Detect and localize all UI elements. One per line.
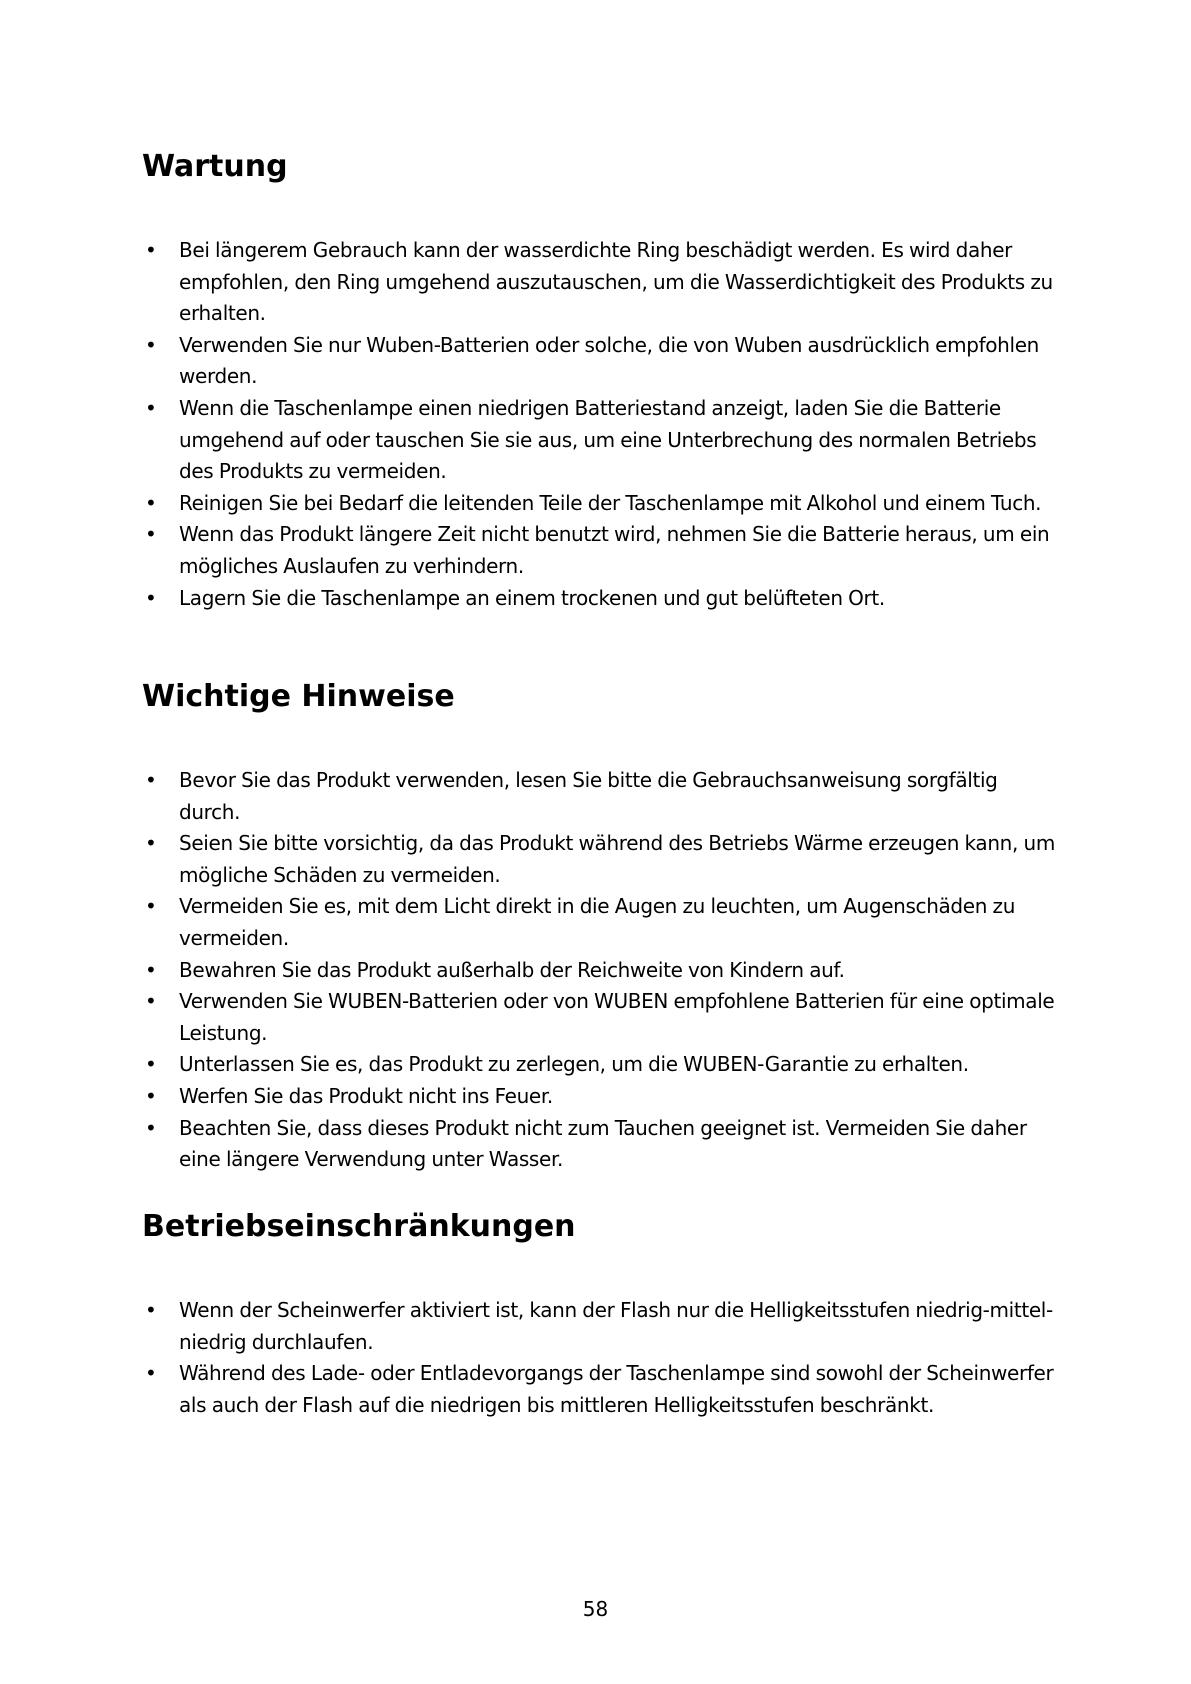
bullet-list-betriebseinschraenkungen	[142, 1295, 1062, 1421]
list-item	[142, 330, 1062, 393]
list-item	[142, 1081, 1062, 1113]
bullet-icon: •	[145, 1298, 157, 1322]
bullet-icon: •	[145, 989, 157, 1014]
list-item	[142, 828, 1062, 891]
bullet-icon: •	[145, 1052, 157, 1077]
list-item-text: Seien Sie bitte vorsichtig, da das Produkt während des Betriebs Wärme erzeugen kann, um mögliche Schäden zu vermeiden.	[179, 831, 1055, 887]
list-item	[142, 986, 1062, 1049]
list-item-text: Unterlassen Sie es, das Produkt zu zerlegen, um die WUBEN-Garantie zu erhalten.	[179, 1052, 969, 1077]
list-item-text: Während des Lade- oder Entladevorgangs der Taschenlampe sind sowohl der Scheinwerfer als auch der Flash auf die niedrigen bis mittleren Helligkeitsstufen beschränkt.	[179, 1361, 1054, 1417]
section-heading-wartung: Wartung	[142, 149, 288, 184]
list-item	[142, 891, 1062, 954]
bullet-icon: •	[145, 522, 157, 547]
list-item-text: Bewahren Sie das Produkt außerhalb der Reichweite von Kindern auf.	[179, 957, 845, 982]
list-item-text: Wenn die Taschenlampe einen niedrigen Batteriestand anzeigt, laden Sie die Batterie umgehend auf oder tauschen Sie sie aus, um eine Unterbrechung des normalen Betriebs des Produkts zu vermeiden.	[179, 395, 1037, 484]
list-item-text: Verwenden Sie nur Wuben-Batterien oder solche, die von Wuben ausdrücklich empfohlen werden.	[179, 332, 1039, 389]
bullet-icon: •	[145, 1083, 157, 1108]
list-item	[142, 1113, 1062, 1176]
bullet-icon: •	[145, 585, 157, 610]
list-item-text: Werfen Sie das Produkt nicht ins Feuer.	[179, 1083, 553, 1108]
bullet-icon: •	[145, 395, 157, 420]
list-item	[142, 1358, 1062, 1421]
list-item	[142, 519, 1062, 582]
section-heading-wichtige-hinweise: Wichtige Hinweise	[142, 679, 455, 714]
bullet-icon: •	[145, 1361, 157, 1386]
bullet-icon: •	[145, 957, 157, 982]
bullet-icon: •	[145, 831, 157, 856]
list-item-text: Lagern Sie die Taschenlampe an einem trockenen und gut belüfteten Ort.	[179, 585, 885, 610]
list-item-text: Verwenden Sie WUBEN-Batterien oder von WUBEN empfohlene Batterien für eine optimale Leistung.	[179, 989, 1055, 1045]
list-item-text: Bevor Sie das Produkt verwenden, lesen Sie bitte die Gebrauchsanweisung sorgfältig durch.	[179, 768, 998, 824]
list-item-text: Reinigen Sie bei Bedarf die leitenden Teile der Taschenlampe mit Alkohol und einem Tuch.	[179, 490, 1042, 515]
section-wartung	[142, 147, 1062, 610]
bullet-icon: •	[145, 1115, 157, 1140]
list-item	[142, 235, 1062, 330]
list-item-text: Vermeiden Sie es, mit dem Licht direkt in die Augen zu leuchten, um Augenschäden zu vermeiden.	[179, 894, 1016, 950]
bullet-list-wartung	[142, 235, 1062, 614]
bullet-icon: •	[145, 768, 157, 792]
list-item	[142, 488, 1062, 520]
list-item	[142, 583, 1062, 615]
section-heading-betriebseinschraenkungen: Betriebseinschränkungen	[142, 1209, 576, 1244]
section-wichtige-hinweise	[142, 677, 1062, 1172]
list-item-text: Beachten Sie, dass dieses Produkt nicht zum Tauchen geeignet ist. Vermeiden Sie daher eine längere Verwendung unter Wasser.	[179, 1115, 1027, 1172]
bullet-icon: •	[145, 490, 157, 515]
list-item-text: Wenn der Scheinwerfer aktiviert ist, kann der Flash nur die Helligkeitsstufen niedrig-mittel-niedrig durchlaufen.	[179, 1298, 1053, 1354]
list-item-text: Bei längerem Gebrauch kann der wasserdichte Ring beschädigt werden. Es wird daher empfohlen, den Ring umgehend auszutauschen, um die Wasserdichtigkeit des Produkts zu erhalten.	[179, 238, 1053, 326]
bullet-icon: •	[145, 238, 157, 262]
bullet-icon: •	[145, 332, 157, 357]
list-item	[142, 393, 1062, 488]
page-number: 58	[582, 1597, 609, 1621]
list-item	[142, 765, 1062, 828]
list-item-text: Wenn das Produkt längere Zeit nicht benutzt wird, nehmen Sie die Batterie heraus, um ein mögliches Auslaufen zu verhindern.	[179, 522, 1050, 578]
list-item	[142, 955, 1062, 987]
list-item	[142, 1295, 1062, 1358]
bullet-list-wichtige-hinweise	[142, 765, 1062, 1176]
section-betriebseinschraenkungen	[142, 1207, 1062, 1417]
bullet-icon: •	[145, 894, 157, 919]
list-item	[142, 1049, 1062, 1081]
